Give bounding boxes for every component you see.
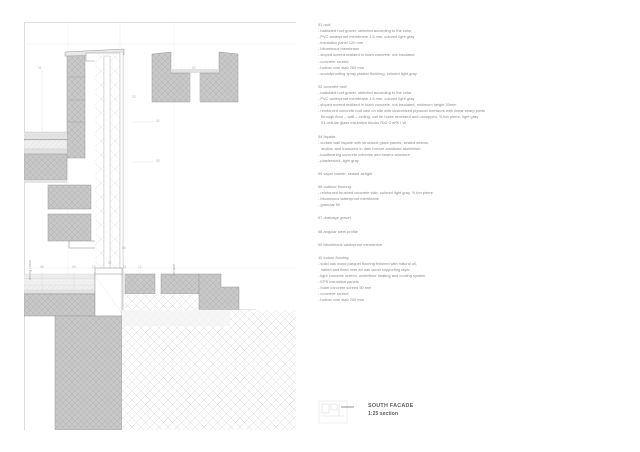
legend-line: - insulation panel 120 mm	[318, 40, 364, 46]
legend-block-05-vapor-barrier	[318, 171, 618, 177]
callout-tag-06: 06	[122, 246, 126, 250]
callout-tag-02: 02	[192, 66, 196, 70]
legend-line: 03 cellular glass insulation blocks R≥2.0 m²K / W	[321, 120, 407, 126]
legend-heading: 07 drainage gravel	[318, 215, 351, 221]
legend-line: - PVC waterproof membrane 1.5 mm, colored light gray	[318, 34, 415, 40]
legend-line: mullion and transoms in dark bronze anodized aluminium	[321, 145, 421, 151]
callout-tag-10: 10	[92, 265, 96, 269]
legend-block-09-bituminous-membrane	[318, 242, 618, 248]
legend-block-07-drainage-gravel	[318, 215, 618, 221]
legend-line: - concrete screed	[318, 58, 349, 64]
legend-line: - soundproofing spray plaster finishing, colored light gray	[318, 70, 417, 76]
legend-line: - hollow core slab 200 mm	[318, 297, 364, 303]
legend-heading: 01 roof:	[318, 22, 332, 27]
legend-block-04-facade	[318, 134, 618, 164]
legend-line: - solid oak wood parquet flooring finished with natural oil,	[318, 260, 417, 266]
legend-line: - ballasted roof gravel, selected according to the color	[318, 28, 412, 34]
legend-line: - reinforced concrete roof cast on site with customized plywood formwork with linear sharp joints	[318, 108, 485, 114]
callout-tag-11: 11	[123, 265, 127, 269]
legend-line: - reinforced brushed concrete slab, colored light gray, ⅝ ton pierre	[318, 190, 433, 196]
legend-line: - bituminous waterproof membrane	[318, 196, 379, 202]
legend-line: - loadbearing concrete columns and beams structure	[318, 151, 410, 157]
legend-heading: 09 bituminous waterproof membrane	[318, 241, 383, 247]
callout-tag-03: 03	[132, 95, 136, 99]
legend-block-10-indoor-flooring	[318, 255, 618, 304]
legend-line: - sloped screed realized in foam concrete, not insulated	[318, 52, 415, 58]
callout-tag-05: 05	[156, 159, 160, 163]
legend-heading: 05 vapor barrier, sealed airtight	[318, 170, 373, 176]
title-block	[318, 400, 538, 436]
callout-tag-08: 08	[40, 265, 44, 269]
sheet-scale: 1:25 section	[368, 411, 399, 417]
room-label-terrace: terrace	[172, 264, 176, 276]
legend-line: - foam concrete screed 50 mm	[318, 285, 372, 291]
legend-heading: 10 indoor flooring:	[318, 254, 350, 260]
legend-line: nailed and fixed over an oak wood supporting layer	[321, 266, 410, 272]
callout-tag-12: 12	[138, 265, 142, 269]
ground-floor-detail	[24, 268, 296, 430]
legend-line: through floor – wall – ceiling, coil tie holes recessed and uncapped, ⅝ ton pierre, light gray	[321, 114, 479, 120]
legend-block-02-concrete-roof	[318, 84, 618, 127]
callout-tag-07: 07	[108, 261, 112, 265]
legend-line: - hollow core slab 260 mm	[318, 64, 364, 70]
section-drawing	[24, 22, 296, 430]
callout-tag-01: 01	[38, 66, 42, 70]
legend-line: - EPS insulation panels	[318, 279, 359, 285]
legend-block-06-outdoor-flooring	[318, 184, 618, 208]
legend-line: - granular fill	[318, 202, 340, 208]
gutter-detail	[152, 52, 238, 102]
room-label-dining-room: dining room	[28, 260, 32, 280]
title-text-group	[368, 402, 414, 418]
legend-line: - PVC waterproof membrane 1.5 mm, colored light gray	[318, 96, 415, 102]
legend-line: - curtain wall façade with structural glass panels, sealed seams,	[318, 139, 429, 145]
specification-legend	[318, 22, 618, 310]
legend-line: - light concrete screed, underfloor heating and cooling system	[318, 273, 426, 278]
legend-line: - bituminous membrane	[318, 46, 360, 52]
legend-heading: 02 concrete roof:	[318, 83, 348, 89]
key-plan-icon	[318, 400, 356, 430]
legend-heading: 08 angular steel profile	[318, 228, 358, 234]
legend-line: - ballasted roof gravel, selected according to the color	[318, 89, 412, 95]
legend-line: - sloped screed realized in foam concrete, not insulated, minimum height 30mm	[318, 102, 457, 108]
legend-line: - plasterwork, light gray	[318, 157, 359, 163]
legend-block-01-roof	[318, 22, 618, 77]
callout-tag-09: 09	[72, 265, 76, 269]
legend-block-08-angular-steel-profile	[318, 229, 618, 235]
drawing-canvas	[24, 22, 296, 430]
legend-heading: 04 façade:	[318, 133, 337, 139]
legend-heading: 06 outdoor flooring:	[318, 184, 352, 190]
legend-line: - concrete screed	[318, 291, 349, 297]
callout-tag-04: 04	[156, 119, 160, 123]
sheet-name: SOUTH FACADE	[368, 403, 414, 409]
